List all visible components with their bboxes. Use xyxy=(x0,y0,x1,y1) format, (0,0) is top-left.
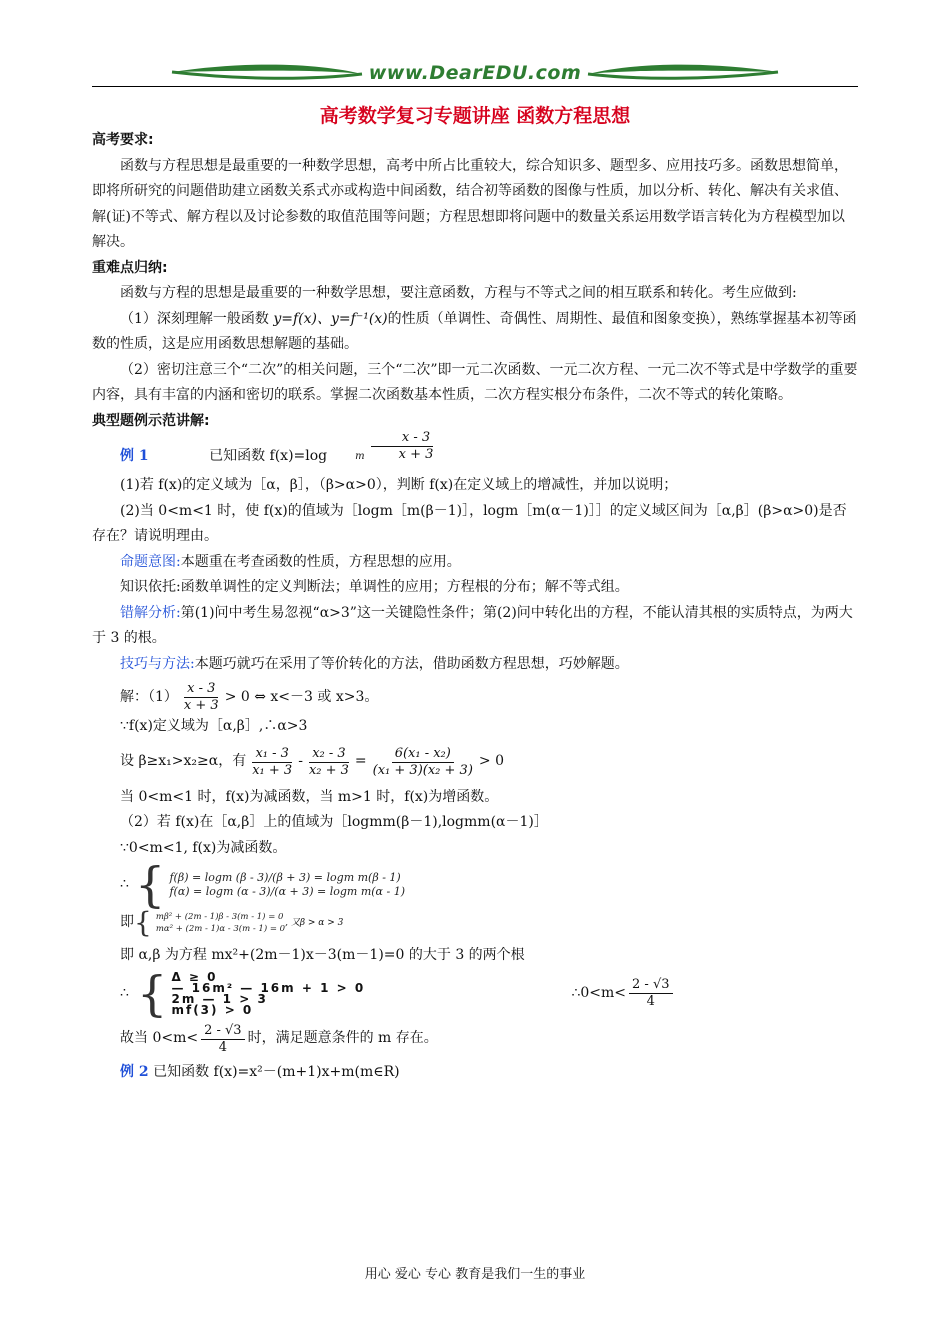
solution-step-7: 即 α,β 为方程 mx²+(2m－1)x－3(m－1)=0 的大于 3 的两个根 xyxy=(120,947,525,963)
page-footer: 用心 爱心 专心 教育是我们一生的事业 xyxy=(364,1267,586,1282)
example-1-question-1: (1)若 f(x)的定义域为［α，β］，（β>α>0），判断 f(x)在定义域上的增减性，并加以说明； xyxy=(120,477,678,493)
skill-line: 技巧与方法:本题巧就巧在采用了等价转化的方法，借助函数方程思想，巧妙解题。 xyxy=(120,655,629,672)
key-point-1: （1）深刻理解一般函数 y=f(x)、y=f⁻¹(x)的性质（单调性、奇偶性、周期性、最值和图象变换），熟练掌握基本初等函数的性质，这是应用函数思想解题的基础。 xyxy=(92,310,857,352)
section-heading-key-points: 重难点归纳: xyxy=(92,259,168,276)
equation-system-1: ∴ { f(β) = logm (β - 3)/(β + 3) = logm m(β - 1) f(α) = logm (α - 3)/(α + 3) = logm m(α - 1) xyxy=(120,857,405,913)
document-body xyxy=(92,128,858,1085)
solution-step-2: ∵f(x)定义域为［α,β］,∴α>3 xyxy=(120,718,308,734)
equation-system-2: 即 { mβ² + (2m - 1)β - 3(m - 1) = 0 mα² + (2m - 1)α - 3(m - 1) = 0 , 又β > α > 3 xyxy=(120,906,344,939)
intent-line: 命题意图:本题重在考查函数的性质，方程思想的应用。 xyxy=(120,553,461,570)
site-url: www.DearEDU.com xyxy=(368,62,582,84)
key-points-paragraph: 函数与方程的思想是最重要的一种数学思想，要注意函数，方程与不等式之间的相互联系和转化。考生应做到: xyxy=(120,285,797,301)
example-1-statement: 例 1 已知函数 f(x)=log m $\frac{x - 3}{x + 3}$ xyxy=(120,430,434,464)
basis-line: 知识依托:函数单调性的定义判断法；单调性的应用；方程根的分布；解不等式组。 xyxy=(120,579,629,595)
example-2-statement: 例 2 已知函数 f(x)=x²－(m+1)x+m(m∈R) xyxy=(120,1063,400,1080)
solution-step-4: 当 0<m<1 时，f(x)为减函数，当 m>1 时，f(x)为增函数。 xyxy=(120,788,499,805)
example-1-question-2: (2)当 0<m<1 时，使 f(x)的值域为［logm［m(β－1)］，logm［m(α－1)］］的定义域区间为［α,β］(β>α>0)是否存在？请说明理由。 xyxy=(92,502,847,544)
section-heading-requirements: 高考要求: xyxy=(92,132,154,148)
solution-step-6: ∵0<m<1, f(x)为减函数。 xyxy=(120,839,287,856)
requirements-paragraph: 函数与方程思想是最重要的一种数学思想，高考中所占比重较大，综合知识多、题型多、应用技巧多。函数思想简单，即将所研究的问题借助建立函数关系式亦或构造中间函数，结合初等函数的图像与性质，加以分析、转化、解决有关求值、解(证)不等式、解方程以及讨论参数的取值范围等问题；方程思想即将问题中的数量关系运用数学语言转化为方程模型加以解决。 xyxy=(92,157,848,250)
key-point-2: （2）密切注意三个“二次”的相关问题，三个“二次”即一元二次函数、一元二次方程、一元二次不等式是中学数学的重要内容，具有丰富的内涵和密切的联系。掌握二次函数基本性质，二次方程实根分布条件，二次不等式的转化策略。 xyxy=(92,361,858,403)
solution-conclusion: 故当 0<m< $\frac{2 - √3}{4}$ 时，满足题意条件的 m 存在。 xyxy=(120,1022,438,1055)
error-analysis-line: 错解分析:第(1)问中考生易忽视“α>3”这一关键隐性条件；第(2)问中转化出的方程，不能认清其根的实质特点，为两大于 3 的根。 xyxy=(92,604,853,646)
garbled-condition-system: Δ ≥ 0 — 16m² — 16m + 1 > 0 2m — 1 > 3 mf(3) > 0 xyxy=(171,971,366,1016)
solution-step-5: （2）若 f(x)在［α,β］上的值域为［logmm(β－1),logmm(α－1)］ xyxy=(120,814,548,830)
equation-system-3: ∴ { Δ ≥ 0 — 16m² — 16m + 1 > 0 2m — 1 > 3 mf(3) > 0 ∴0<m< $\frac{2 - √3}{4}$ xyxy=(120,969,858,1019)
solution-step-3: 设 β≥x₁>x₂≥α，有 $\frac{\text{x₁ - 3}}{\text{x₁ + 3}}$ - $\frac{\text{x₂ - 3}}{\text{x₂ + 3}}$ = $\frac{\text{6(x₁ - x₂)}}{\text{(x₁ + 3)(x₂ + 3)}}$ > 0 xyxy=(120,745,504,778)
header-rule xyxy=(92,86,858,87)
section-heading-examples: 典型题例示范讲解: xyxy=(92,412,210,429)
page-title: 高考数学复习专题讲座 函数方程思想 xyxy=(319,105,631,127)
solution-step-1: 解：（1） $\frac{x - 3}{x + 3}$ > 0 ⇔ x<－3 或 x>3。 xyxy=(120,681,379,713)
